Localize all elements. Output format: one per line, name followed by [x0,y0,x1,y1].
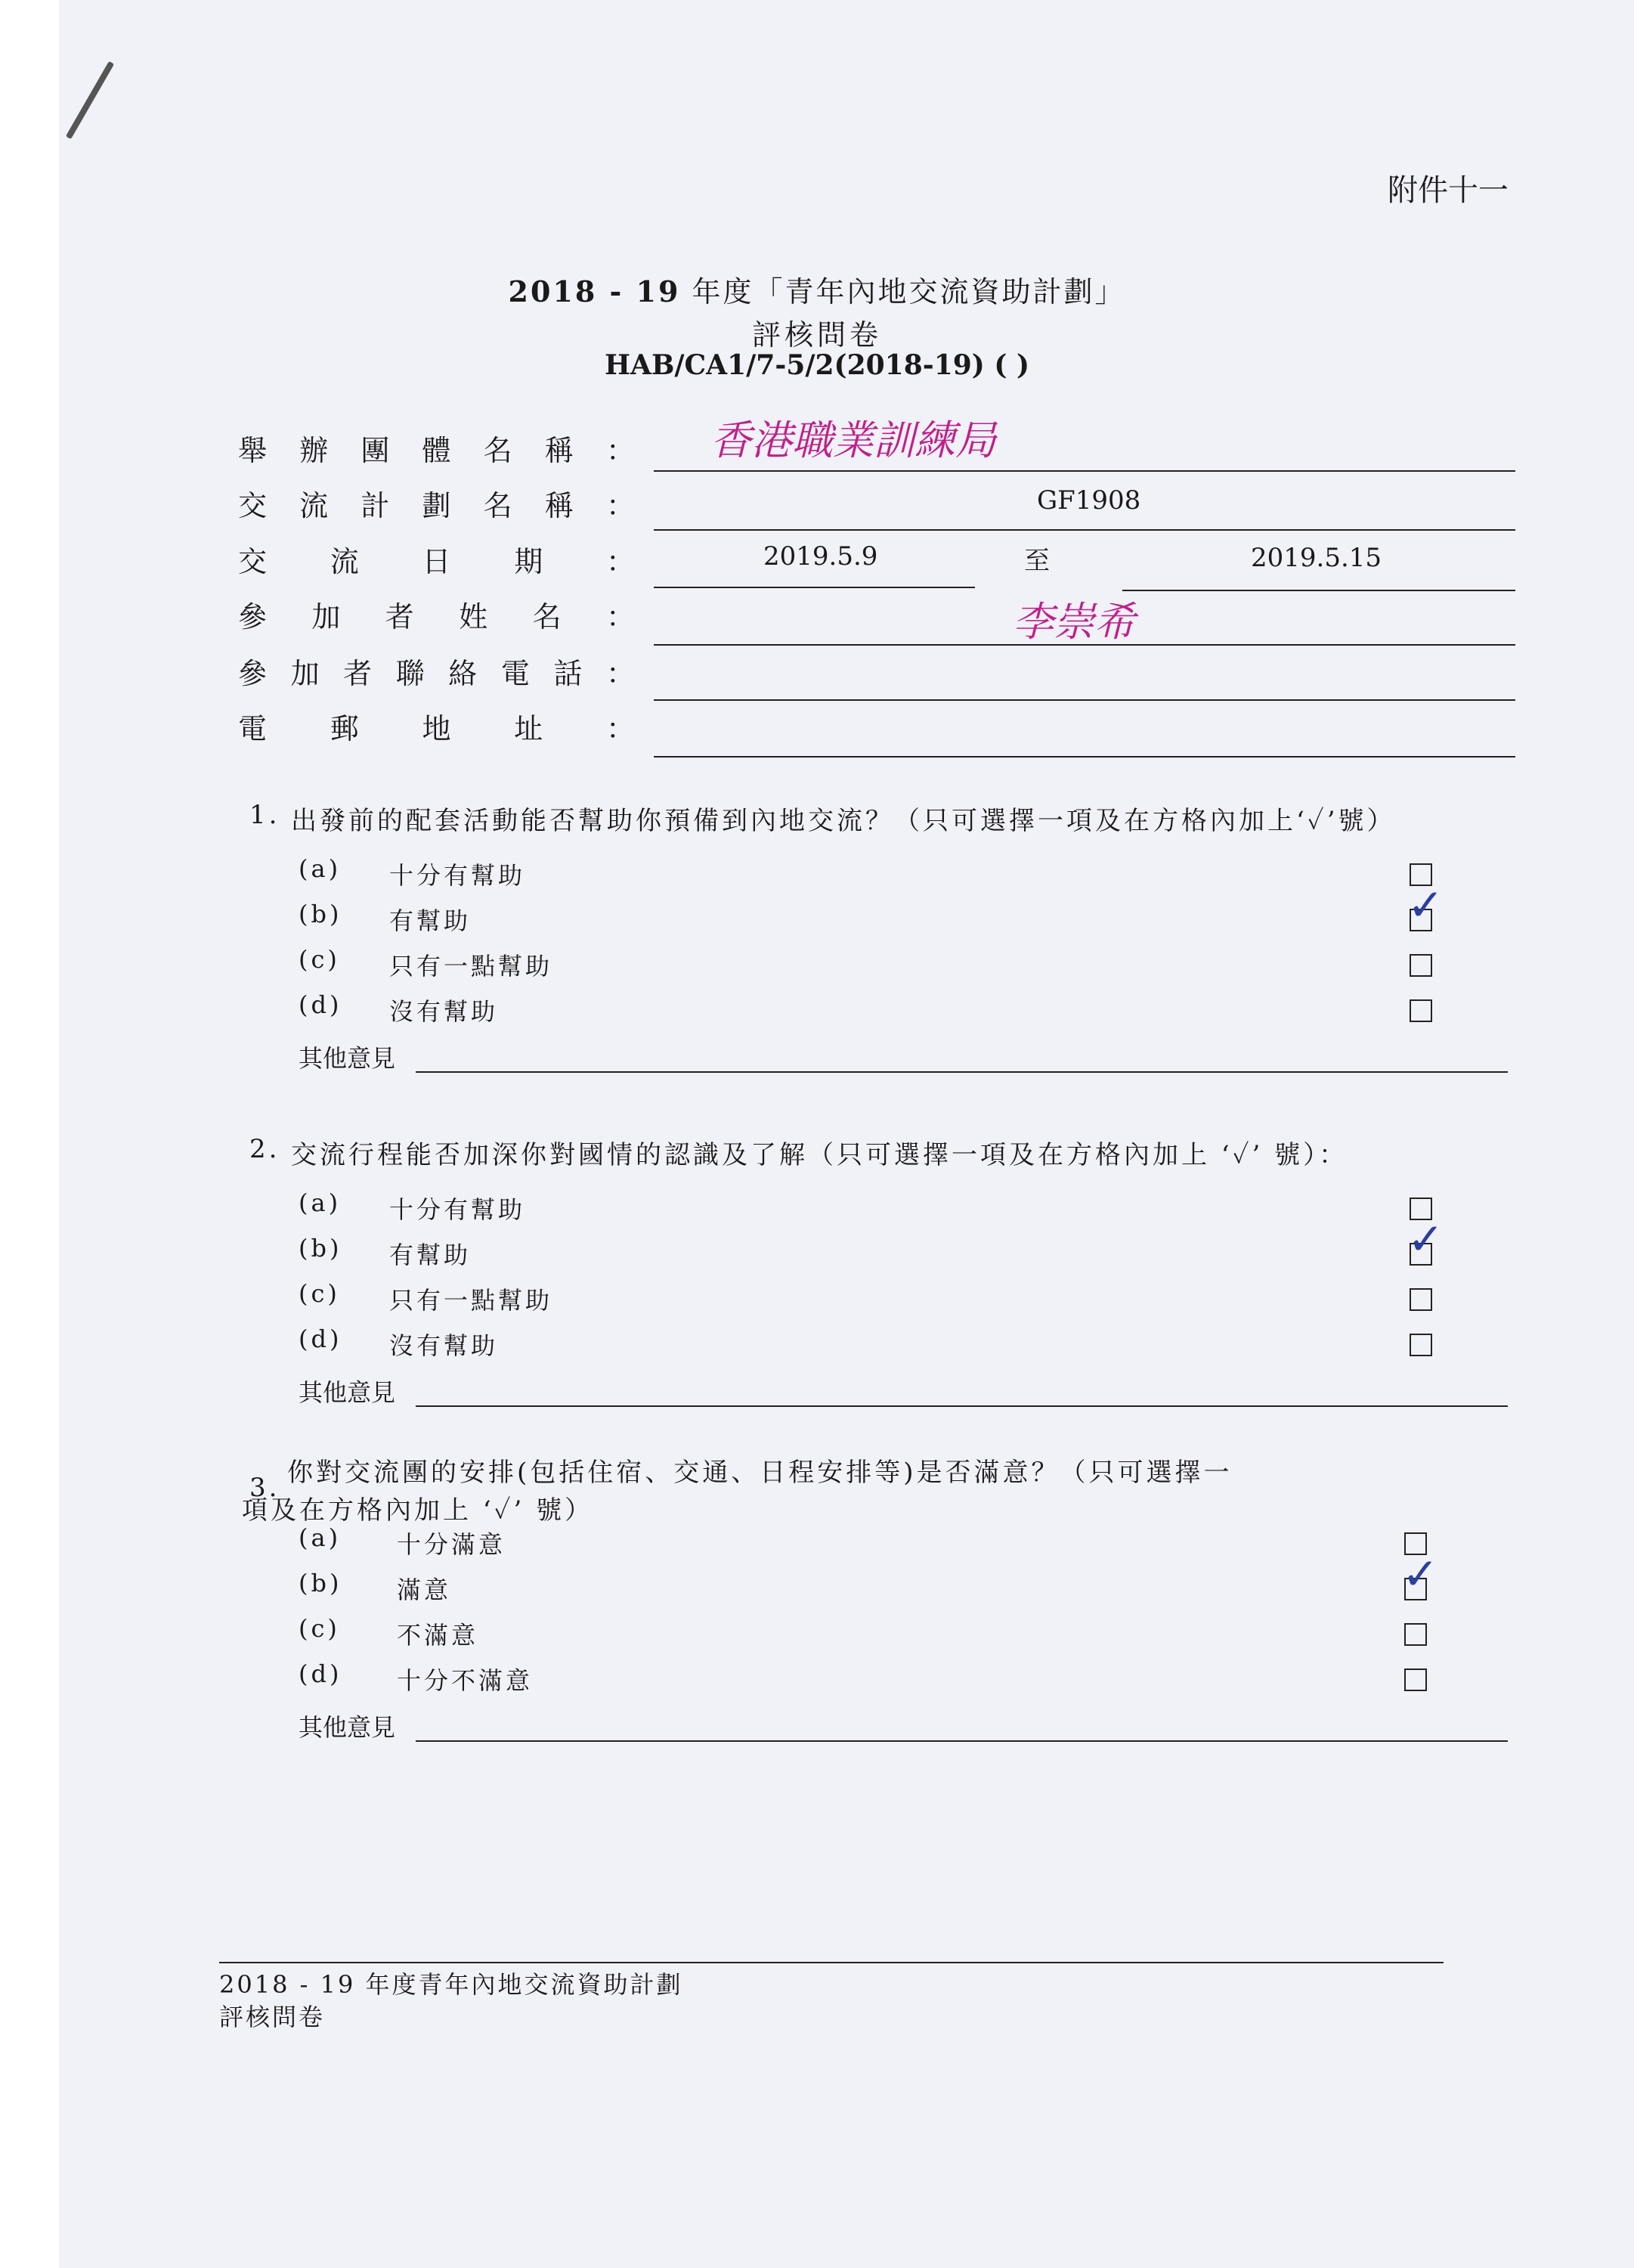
checkbox[interactable] [1404,1668,1427,1691]
footer-subtitle: 評核問卷 [219,2003,326,2031]
field-label: 參 加 者 聯 絡 電 話 ： [238,657,635,690]
field-line [654,529,1515,531]
option-letter: (d) [299,1325,342,1353]
option-letter: (d) [299,990,342,1019]
date-from[interactable]: 2019.5.9 [763,541,878,572]
field-line [654,699,1515,701]
field-line [654,587,975,588]
option-text: 不滿意 [397,1621,479,1650]
question-number: 1. [249,800,280,830]
question-number: 3. [249,1473,280,1503]
option-text: 十分有幫助 [389,861,526,890]
option-letter: (c) [299,1279,340,1308]
option-letter: (c) [299,1614,340,1643]
option-text: 有幫助 [389,1241,472,1269]
option-text: 十分不滿意 [397,1666,534,1695]
field-label: 交 流 日 期 ： [238,545,635,578]
question-text: 出發前的配套活動能否幫助你預備到內地交流？（只可選擇一項及在方格內加上‘✓’號） [291,806,1396,836]
option-text: 有幫助 [389,906,472,935]
field-line [654,470,1515,472]
form-title: 2018 - 19 年度「青年內地交流資助計劃」 [508,274,1126,308]
field-label: 舉 辦 團 體 名 稱 ： [238,434,635,467]
option-text: 只有一點幫助 [389,1286,553,1315]
other-comments-label: 其他意見 [299,1713,396,1742]
question-text: 交流行程能否加深你對國情的認識及了解（只可選擇一項及在方格內加上 ‘✓’ 號）： [291,1140,1348,1170]
footer-rule [219,1962,1444,1963]
checkbox[interactable] [1410,1334,1432,1356]
date-to[interactable]: 2019.5.15 [1251,543,1382,573]
checkbox[interactable] [1404,1623,1427,1646]
check-mark-icon: ✓ [1407,879,1444,931]
check-mark-icon: ✓ [1407,1213,1444,1265]
annex-label: 附件十一 [1388,173,1509,208]
option-letter: (b) [299,1569,342,1597]
other-comments-line[interactable] [416,1071,1508,1073]
date-to-word: 至 [1024,546,1050,576]
other-comments-line[interactable] [416,1740,1508,1742]
option-letter: (d) [299,1659,342,1688]
option-text: 只有一點幫助 [389,952,553,981]
footer-title: 2018 - 19 年度青年內地交流資助計劃 [219,1970,683,1999]
field-value[interactable]: GF1908 [1037,485,1141,516]
field-label: 交 流 計 劃 名 稱 ： [238,489,635,522]
option-letter: (a) [299,1523,342,1552]
question-text: 你對交流團的安排(包括住宿、交通、日程安排等)是否滿意？（只可選擇一 [287,1458,1233,1488]
field-value[interactable]: 李崇希 [1013,598,1135,646]
form-subtitle: 評核問卷 [751,318,882,352]
option-text: 沒有幫助 [389,997,499,1026]
question-text-cont: 項及在方格內加上 ‘✓’ 號） [242,1495,594,1526]
other-comments-line[interactable] [416,1405,1508,1407]
option-text: 十分滿意 [397,1530,506,1559]
field-line [654,756,1515,758]
field-label: 電 郵 地 址 ： [238,712,635,745]
field-label: 參 加 者 姓 名 ： [238,600,635,634]
field-line [1122,590,1515,591]
checkbox[interactable] [1410,1288,1432,1311]
option-letter: (a) [299,1188,342,1217]
other-comments-label: 其他意見 [299,1378,396,1407]
checkbox[interactable] [1410,999,1432,1022]
option-letter: (b) [299,1234,342,1263]
checkbox[interactable] [1410,954,1432,977]
check-mark-icon: ✓ [1402,1548,1439,1600]
other-comments-label: 其他意見 [299,1044,396,1073]
option-letter: (c) [299,945,340,974]
option-text: 十分有幫助 [389,1195,526,1224]
question-number: 2. [249,1134,280,1164]
reference-number: HAB/CA1/7-5/2(2018-19) ( ) [605,349,1029,381]
option-letter: (b) [299,900,342,928]
option-text: 沒有幫助 [389,1331,499,1360]
field-value[interactable]: 香港職業訓練局 [710,417,996,464]
option-text: 滿意 [397,1576,452,1604]
option-letter: (a) [299,854,342,883]
